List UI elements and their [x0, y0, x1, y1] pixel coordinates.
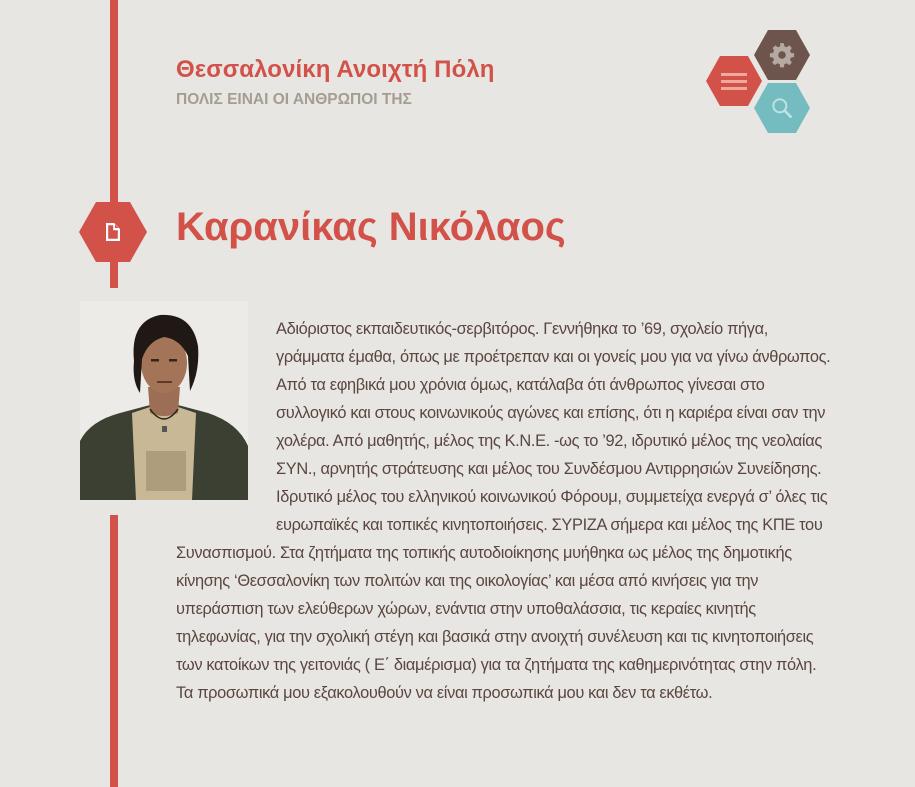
entry-content	[176, 315, 836, 707]
site-description: ΠΟΛΙΣ ΕΙΝΑΙ ΟΙ ΑΝΘΡΩΠΟΙ ΤΗΣ	[176, 91, 412, 108]
settings-button[interactable]	[754, 30, 810, 80]
search-icon	[769, 95, 795, 121]
timeline-line-bottom	[110, 515, 118, 787]
photo-spacer	[176, 315, 276, 515]
menu-button[interactable]	[706, 56, 762, 106]
bio-paragraph: Αδιόριστος εκπαιδευτικός-σερβιτόρος. Γεννήθηκα το ’69, σχολείο πήγα, γράμματα έμαθα, όπως με προέτρεπαν και οι γονείς μου για να γίνω άνθρωπος. Από τα εφηβικά μου χρόνια όμως, κατάλαβα ότι άνθρωπος γίνεσαι στο συλλογικό και στους κοινωνικούς αγώνες και επίσης, ότι η καριέρα είναι σαν την χολέρα. Από μαθητής, μέλος της Κ.Ν.Ε. -ως το ’92, ιδρυτικό μέλος της νεολαίας ΣΥΝ., αρνητής στράτευσης και μέλος του Συνδέσμου Αντιρρησιών Συνείδησης. Ιδρυτικό μέλος του ελληνικού κοινωνικού Φόρουμ, συμμετείχα ενεργά σ’ όλες τις ευρωπαϊκές και τοπικές κινητοποιήσεις. ΣΥΡΙΖΑ σήμερα και μέλος της ΚΠΕ του Συνασπισμού. Στα ζητήματα της τοπικής αυτοδιοίκησης μυήθηκα ως μέλος της δημοτικής κίνησης ‘Θεσσαλονίκη των πολιτών και της οικολογίας’ και μέσα από κινήσεις για την υπεράσπιση των ελεύθερων χώρων, ενάντια στην υποθαλάσσια, τις κεραίες κινητής τηλεφωνίας, για την σχολική στέγη και βασικά στην ανοιχτή συνέλευση και τις κινητοποιήσεις των κατοίκων της γειτονιάς ( Ε΄ διαμέρισμα) για τα ζητήματα της καθημερινότητας στην πόλη. Τα προσωπικά μου εξακολουθούν να είναι προσωπικά μου και δεν τα εκθέτω.	[176, 320, 831, 702]
document-icon	[104, 222, 122, 242]
menu-icon	[721, 69, 747, 94]
post-format-badge	[79, 202, 147, 262]
site-title[interactable]: Θεσσαλονίκη Ανοιχτή Πόλη	[176, 56, 495, 83]
search-button[interactable]	[754, 83, 810, 133]
gear-icon	[769, 42, 795, 68]
entry-title: Καρανίκας Νικόλαος	[176, 205, 566, 249]
